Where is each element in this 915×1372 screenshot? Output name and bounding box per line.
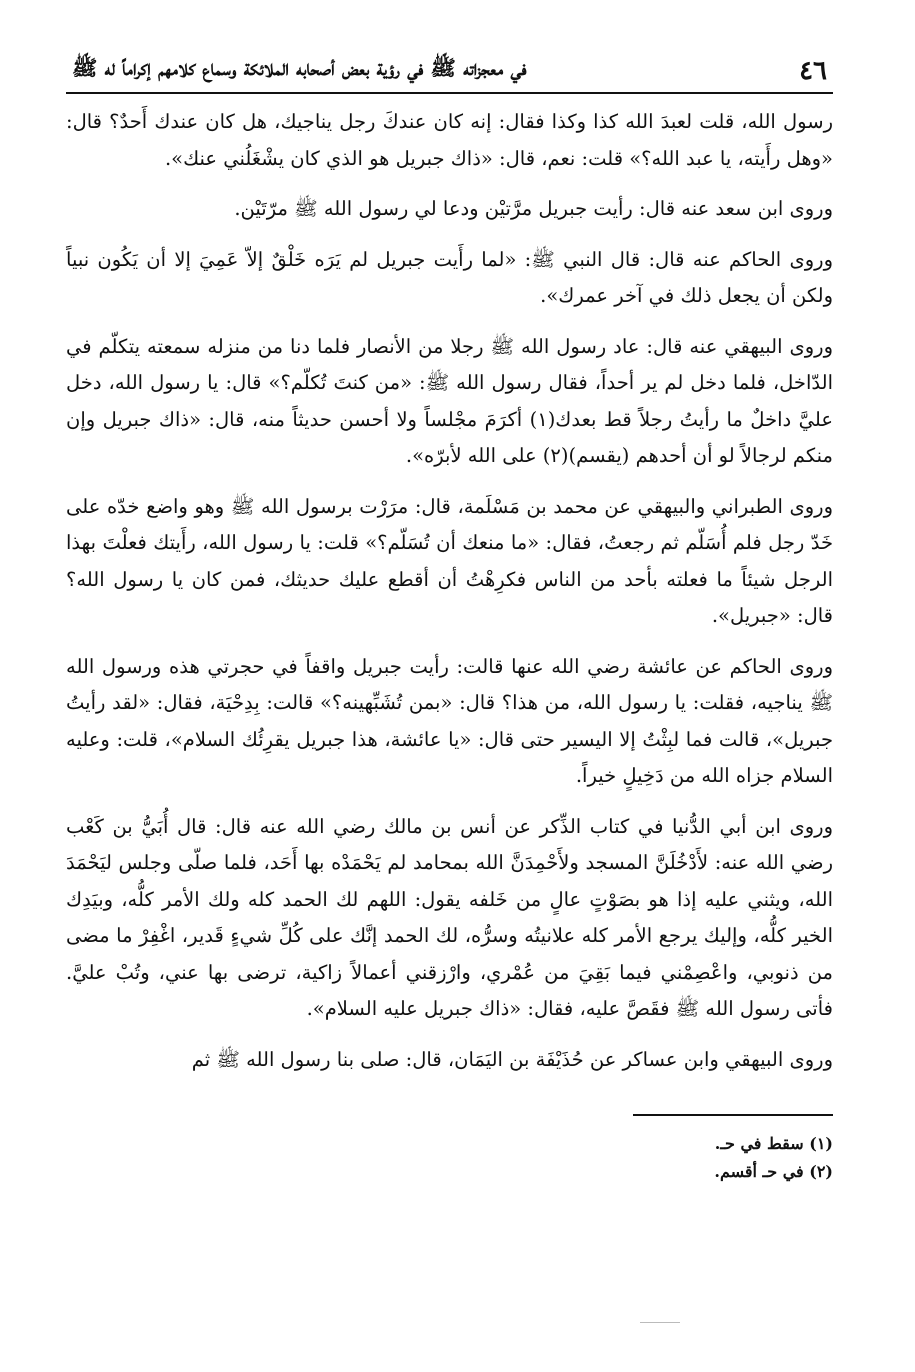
- footnote: (٢) في حـ أقسم.: [714, 1162, 833, 1181]
- paragraph: وروى الحاكم عنه قال: قال النبي ﷺ: «لما رأَيت جبريل لم يَرَه خَلْقٌ إلاّ عَمِيَ إلا أن يَكُون نبياً ولكن أن يجعل ذلك في آخر عمرك».: [66, 247, 833, 307]
- footnote: (١) سقط في حـ.: [714, 1134, 833, 1153]
- scan-mark: [640, 1322, 680, 1323]
- page-number: ٤٦: [799, 56, 827, 86]
- main-text: [66, 104, 833, 1078]
- paragraph: وروى البيهقي عنه قال: عاد رسول الله ﷺ رجلا من الأنصار فلما دنا من منزله سمعته يتكلّم في الدّاخل، فلما دخل لم ير أحداً، فقال رسول الله ﷺ: «من كنتَ تُكلّم؟» قال: يا رسول الله، دخل عليَّ داخلٌ ما رأيتُ رجلاً قط بعدك(١) أكرَمَ مجْلساً ولا أحسن حديثاً منه، قال: «ذاك جبريل وإن منكم لرجالاً لو أن أحدهم (يقسم)(٢) على الله لأبرّه».: [66, 334, 833, 467]
- running-title: في معجزاته ﷺ في رؤية بعض أصحابه الملائكة وسماع كلامهم إكراماً له ﷺ: [72, 55, 527, 80]
- paragraph: وروى ابن أبي الدُّنيا في كتاب الذِّكر عن أنس بن مالك رضي الله عنه قال: قال أُبَيُّ بن كَعْب رضي الله عنه: لأَدْخُلَنَّ المسجد ولأَحْمِدَنَّ الله بمحامد لم يَحْمَدْه بها أَحَد، فلما صلّى وجلس ليَحْمَدَ الله، ويثني عليه إذا هو بصَوْتٍ عالٍ من خَلفه يقول: اللهم لك الحمد كله ولك الأمر كلُّه، وبيَدِك الخير كلُّه، وإليك يرجع الأمر كله علانيتُه وسرُّه، لك الحمد إنَّك على كُلِّ شيءٍ قَدير، اغْفِرْ ما مضى من ذنوبي، واعْصِمْني فيما بَقِيَ من عُمْري، وارْزقني أعمالاً زاكية، ترضى بها عني، وتُبْ عليَّ. فأتى رسول الله ﷺ فقَصَّ عليه، فقال: «ذاك جبريل عليه السلام».: [66, 814, 833, 1020]
- paragraph: وروى الحاكم عن عائشة رضي الله عنها قالت: رأيت جبريل واقفاً في حجرتي هذه ورسول الله ﷺ يناجيه، فقلت: يا رسول الله، من هذا؟ قال: «بمن تُشَبِّهينه؟» قالت: بِدِحْيَة، فقال: «لقد رأيتُ جبريل»، قالت فما لبِثْتُ إلا اليسير حتى قال: «يا عائشة، هذا جبريل يقرِئُك السلام»، قلت: وعليه السلام جزاه الله من دَخِيلٍ خيراً.: [66, 654, 833, 787]
- paragraph: وروى البيهقي وابن عساكر عن حُذَيْفَة بن اليَمَان، قال: صلى بنا رسول الله ﷺ ثم: [191, 1047, 833, 1071]
- paragraph: وروى ابن سعد عنه قال: رأيت جبريل مرَّتيْن ودعا لي رسول الله ﷺ مرّتَيْن.: [234, 197, 833, 220]
- footnote-separator: [633, 1114, 833, 1116]
- page-header: [66, 46, 833, 94]
- footnotes: [66, 1130, 833, 1186]
- paragraph: رسول الله، قلت لعبدَ الله كذا وكذا فقال: إنه كان عندكَ رجل يناجيك، هل كان عندك أَحدٌ؟ قال: «وهل رأَيته، يا عبد الله؟» قلت: نعم، قال: «ذاك جبريل هو الذي كان يشْغَلُني عنك».: [66, 110, 833, 170]
- paragraph: وروى الطبراني والبيهقي عن محمد بن مَسْلَمة، قال: مرَرْت برسول الله ﷺ وهو واضع خدّه على خَدّ رجل فلم أُسَلّم ثم رجعتُ، فقال: «ما منعك أن تُسَلّم؟» قلت: يا رسول الله، رأَيتك فعلْتَ بهذا الرجل شيئاً ما فعلته بأحد من الناس فكرِهْتُ أن أقطع عليك حديثك، فمن كان يا رسول الله؟ قال: «جبريل».: [66, 494, 833, 627]
